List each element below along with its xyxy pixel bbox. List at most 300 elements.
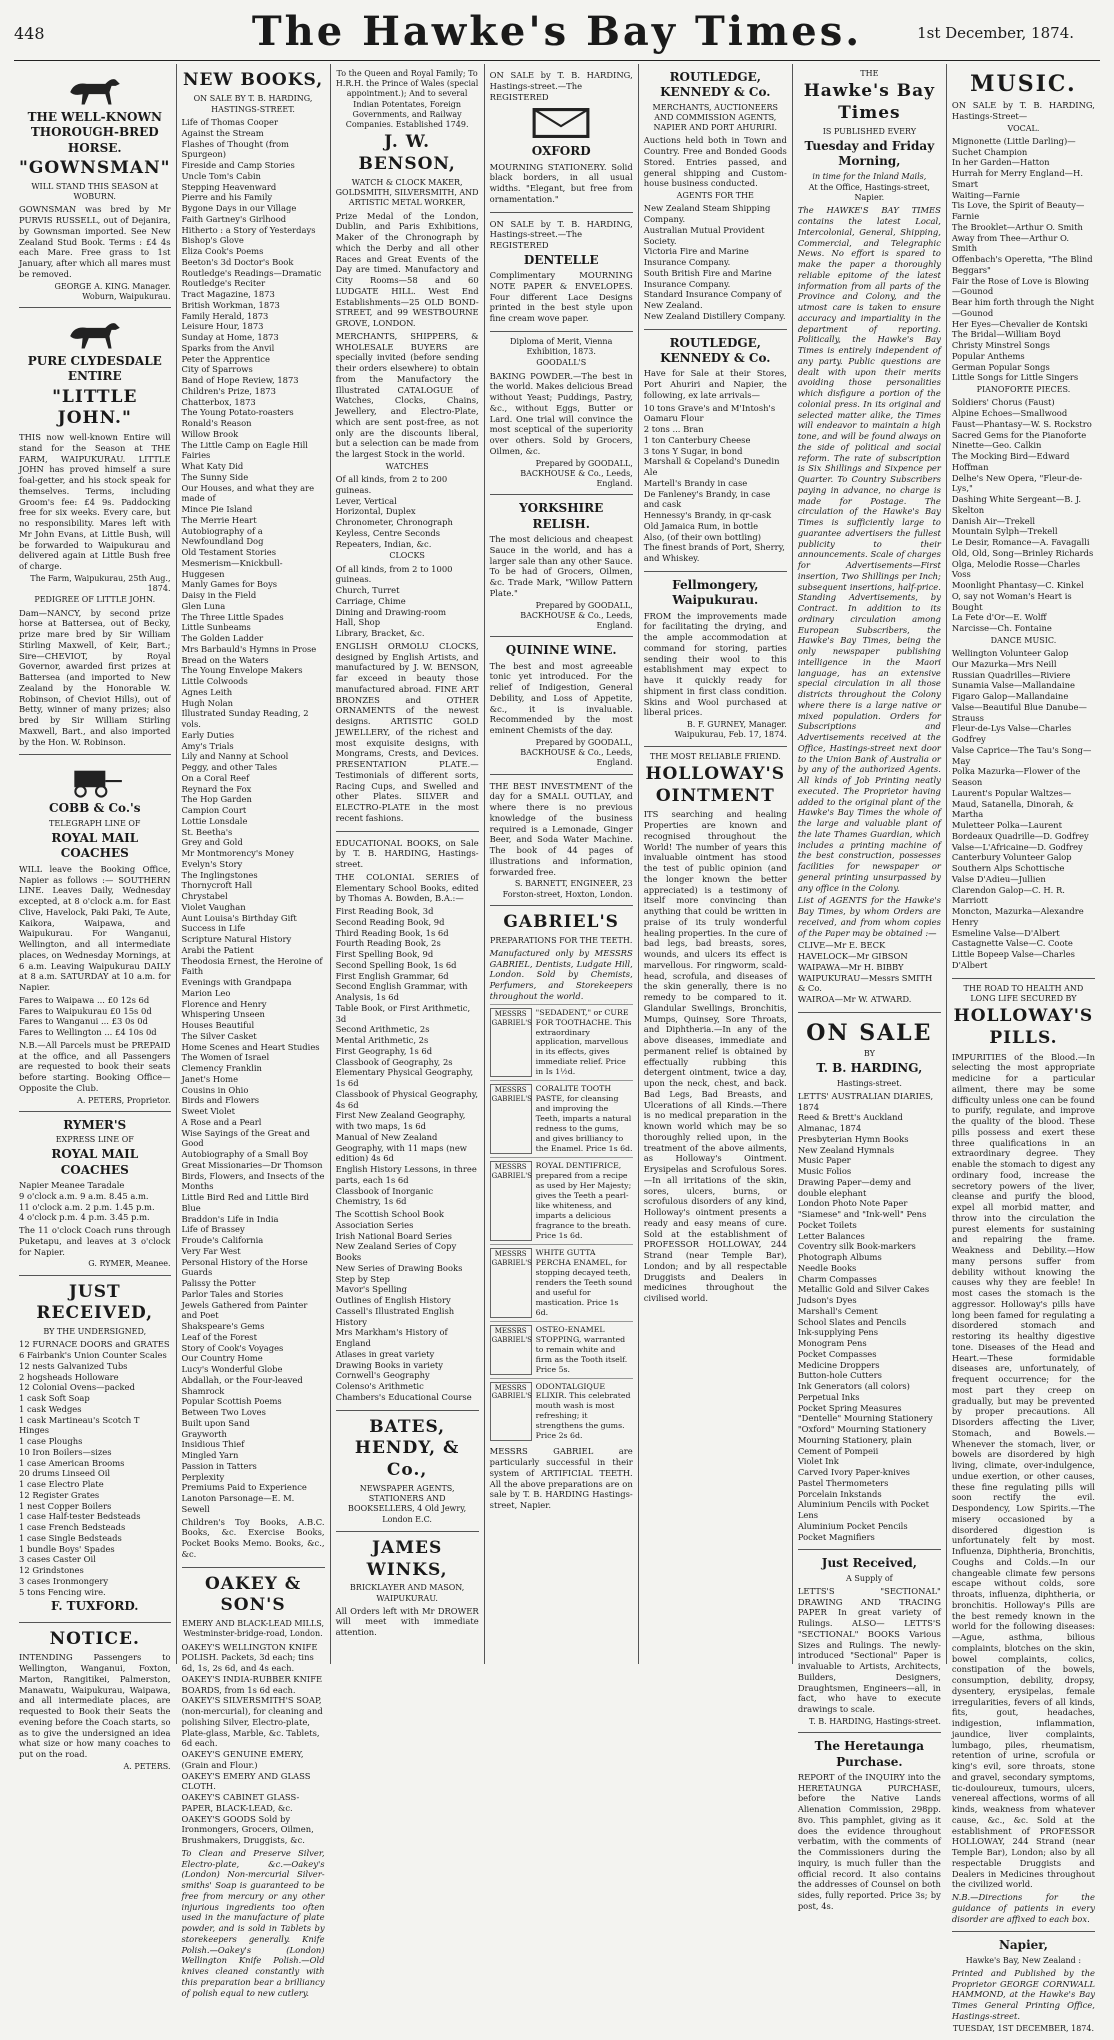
list-item: Classbook of Physical Geography, 4s 6d xyxy=(335,1088,479,1110)
list-item: Ink Generators (all colors) xyxy=(797,1381,910,1392)
list-item: Sparks from the Anvil xyxy=(181,342,275,353)
list-item: Button-hole Cutters xyxy=(797,1370,882,1381)
list-item: Insidious Thief xyxy=(181,1439,245,1450)
oxford-stationery-ad xyxy=(490,64,633,213)
cobb-note: N.B.—All Parcels must be PREPAID at the office, and all Passengers are requested to book their seats before starting. Booking Office—Opposite the Club. xyxy=(19,1039,171,1093)
list-item: Early Duties xyxy=(181,729,235,740)
list-item: The Scottish School Book Association Series xyxy=(335,1209,444,1230)
newspaper-title: The Hawke's Bay Times. xyxy=(251,8,863,55)
list-item: Leaf of the Forest xyxy=(181,1331,257,1342)
rymer-note: The 11 o'clock Coach runs through Puketapu, and leaves at 3 o'clock for Napier. xyxy=(19,1225,171,1257)
gownsman-ad xyxy=(19,64,171,308)
list-item: German Popular Songs xyxy=(951,361,1050,372)
list-item: Cassell's Illustrated English History xyxy=(335,1305,455,1327)
list-item: 3 cases Ironmongery xyxy=(19,1575,109,1586)
list-item: Jewels Gathered from Painter and Poet xyxy=(181,1299,308,1321)
oxford-body: MOURNING STATIONERY. Solid black borders, in all usual widths. "Elegant, but free from ornamentation." xyxy=(489,161,633,204)
imprint xyxy=(952,1932,1095,2040)
new-books-list xyxy=(182,117,325,1515)
list-item: Willow Brook xyxy=(181,428,239,439)
gabriel-product xyxy=(490,1244,633,1321)
list-item: Reed & Brett's Auckland Almanac, 1874 xyxy=(797,1112,903,1134)
list-item: Southern Alps Schottische xyxy=(951,863,1065,874)
list-item: Porcelain Inkstands xyxy=(797,1488,882,1499)
list-item: First Geography, 1s 6d xyxy=(335,1045,433,1056)
list-item: The Young Envelope Makers xyxy=(181,665,303,676)
benson-more: ENGLISH ORMOLU CLOCKS, designed by English Artists, and manufactured by J. W. BENSON, far exceed in beauty those manufactured abroad. FINE ART BRONZES and OTHER ORNAMENTS of the newest designs. ARTISTIC GOLD JEWELLERY, of the richest and most exquisite designs, with Mongrams, Crests, and Devices. PRESENTATION PLATE.—Testimonials of different sorts, Racing Cups, and Swelled and other Plates. SILVER and ELECTRO-PLATE in the most recent fashions. xyxy=(335,640,479,823)
list-item: Hall, Shop xyxy=(335,617,381,628)
list-item: Our Houses, and what they are made of xyxy=(181,482,315,504)
list-item: Marshall's Cement xyxy=(797,1305,878,1316)
list-item: 1 cask Soft Soap xyxy=(19,1393,90,1404)
list-item: The Mocking Bird—Edward Hoffman xyxy=(951,451,1070,472)
list-item: Laurent's Popular Waltzes—Maud, Satanella, Dinorah, & Martha xyxy=(951,787,1074,820)
list-item: 1 bundle Boys' Spades xyxy=(19,1543,115,1554)
rymer-signature: G. RYMER, Meanee. xyxy=(88,1259,171,1269)
list-item: 5 tons Fencing wire. xyxy=(19,1586,106,1597)
list-item: Cousins in Ohio xyxy=(181,1084,249,1095)
quinine-body: The best and most agreeable tonic yet introduced. For the relief of Indigestion, General Debility, and Loss of Appetite, &c., it is invaluable. Recommended by the most eminent Chemists of the day. xyxy=(489,660,633,736)
gabriel-ad xyxy=(490,906,633,1518)
routledge-sub: MERCHANTS, AUCTIONEERS AND COMMISSION AGENTS, NAPIER AND PORT AHURIRI. xyxy=(652,102,778,133)
gownsman-name: "GOWNSMAN" xyxy=(19,158,171,179)
list-item: Pocket Magnifiers xyxy=(797,1531,875,1542)
yorkshire-heading: YORKSHIRE RELISH. xyxy=(519,501,604,531)
list-item: Against the Stream xyxy=(181,127,264,138)
list-item: Music Paper xyxy=(797,1155,851,1166)
music-ad xyxy=(952,64,1095,979)
list-item: Coventry silk Book-markers xyxy=(797,1241,916,1252)
list-item: Fireside and Camp Stories xyxy=(181,160,295,171)
benson-body: Prize Medal of the London, Dublin, and Paris Exhibitions, Maker of the Chronograph by which the Derby and all other Races and Great Events of the Day are timed. Manufactory and City Rooms—58 and 60 LUDGATE HILL. West End Establishments—25 OLD BOND-STREET, and 99 WESTBOURNE GROVE, LONDON. xyxy=(335,210,479,329)
cobb-fares xyxy=(19,995,171,1038)
list-item: The Merrie Heart xyxy=(181,514,257,525)
list-item: 1 case Electro Plate xyxy=(19,1479,104,1490)
fellmongery-heading: Fellmongery, Waipukurau. xyxy=(672,577,759,608)
column-7 xyxy=(947,64,1100,2033)
list-item: Moonlight Phantasy—C. Kinkel xyxy=(951,580,1084,591)
fellmongery-body: FROM the improvements made for facilitating the drying, and the ample accommodation at command for storing, parties sending their wool to this establishment may expect to have it quickly ready for shipment in first class condition. Skins and Wool purchased at liberal prices. xyxy=(643,610,787,718)
list-item: Church, Turret xyxy=(335,585,400,596)
james-winks-ad xyxy=(336,1532,479,1645)
list-item: The Women of Israel xyxy=(181,1052,270,1063)
list-item: New Zealand Hymnals xyxy=(797,1144,895,1155)
list-item: Manual of New Zealand Geography, with 11 maps (new edition) 4s 6d xyxy=(335,1131,467,1164)
list-item: Her Eyes—Chevalier de Kontski xyxy=(951,318,1088,329)
list-item: Tis Love, the Spirit of Beauty—Farnie xyxy=(951,200,1085,222)
list-item: Wellington Volunteer Galop xyxy=(951,648,1069,659)
list-item: Classbook of Inorganic Chemistry, 1s 6d xyxy=(335,1185,434,1207)
cobb-body: WILL leave the Booking Office, Napier as follows :— SOUTHERN LINE. Leaves Daily, Wednesday excepted, at 8 o'clock a.m. for East Clive, Havelock, Paki Paki, Te Aute, Kaikora, Waipawa, and Waipukurau. For Wanganui, Wellington, and all intermediate places, on Wednesday Mornings, at 6 a.m. Leaving Waipukurau DAILY at 8 a.m. SATURDAY at 10 a.m. for Napier. xyxy=(19,863,171,992)
list-item: Popular Scottish Poems xyxy=(181,1396,282,1407)
clocks-heading: CLOCKS xyxy=(389,551,425,561)
winks-sub: BRICKLAYER AND MASON, WAIPUKURAU. xyxy=(349,1583,465,1603)
list-item: Autobiography of a Newfoundland Dog xyxy=(181,525,264,547)
hbt-title: Hawke's Bay Times xyxy=(803,81,935,123)
list-item: Le Desir, Romance—A. Favagalli xyxy=(951,537,1090,548)
list-item: Arabi the Patient xyxy=(181,944,254,955)
list-item: Story of Cook's Voyages xyxy=(181,1342,284,1353)
dentelle-stationery-ad xyxy=(490,213,633,332)
oxford-head: ON SALE by T. B. HARDING, Hastings-street.—The REGISTERED xyxy=(489,70,633,102)
list-item: Hennessy's Brandy, in qr-cask xyxy=(643,510,772,521)
list-item: Houses Beautiful xyxy=(181,1020,255,1031)
baking-body: BAKING POWDER.—The best in the world. Makes delicious Bread without Yeast; Puddings, Pastry, &c., without Eggs, Butter or Lard. One trial will convince the most sceptical of the superiority over others. Sold by Grocers, Oilmen, &c. xyxy=(489,370,633,456)
list-item: Irish National Board Series xyxy=(335,1230,452,1241)
diploma-line: Diploma of Merit, Vienna Exhibition, 1873. xyxy=(510,336,613,357)
list-item: First Spelling Book, 9d xyxy=(335,949,434,960)
list-item: School Slates and Pencils xyxy=(797,1316,907,1327)
list-item: Passion in Tatters xyxy=(181,1460,257,1471)
list-item: Valse—Beautiful Blue Danube—Strauss xyxy=(951,701,1087,723)
list-item: Fleur-de-Lys Valse—Charles Godfrey xyxy=(951,723,1072,745)
list-item: Australian Mutual Provident Society. xyxy=(643,224,765,246)
list-item: Victoria Fire and Marine Insurance Company. xyxy=(643,246,749,268)
list-item: Ronald's Reason xyxy=(181,418,252,429)
imprint-date: TUESDAY, 1ST DECEMBER, 1874. xyxy=(952,2023,1095,2033)
list-item: Russian Quadrilles—Riviere xyxy=(951,669,1071,680)
gabriel-product xyxy=(490,1004,633,1081)
gabriel-intro: Manufactured only by MESSRS GABRIEL, Dentists, Ludgate Hill, London. Sold by Chemists, Perfumers, and Storekeepers throughout the world. xyxy=(489,947,633,1001)
list-item: 1 ton Canterbury Cheese xyxy=(643,434,751,445)
list-item: Home Scenes and Heart Studies xyxy=(181,1041,320,1052)
list-item: Sunday at Home, 1873 xyxy=(181,332,279,343)
list-item: Leisure Hour, 1873 xyxy=(181,321,264,332)
list-item: Marion Leo xyxy=(181,987,231,998)
gabriel-text: ODONTALGIQUE ELIXIR. This celebrated mouth wash is most refreshing; it strengthens the gums. Price 2s 6d. xyxy=(535,1381,631,1441)
list-item: Christy Minstrel Songs xyxy=(951,340,1050,351)
list-item: On a Coral Reef xyxy=(181,772,250,783)
list-item: New Series of Drawing Books xyxy=(335,1262,463,1273)
list-item: Elementary Physical Geography, 1s 6d xyxy=(335,1067,474,1089)
list-item: Moncton, Mazurka—Alexandre Henry xyxy=(951,906,1084,927)
oxford-name: OXFORD xyxy=(531,144,591,159)
list-item: Lucy's Wonderful Globe xyxy=(181,1364,283,1375)
timetable-row: 11 o'clock a.m. 2 p.m. 1.45 p.m. xyxy=(19,1201,155,1212)
gabriel-label: MESSRS GABRIEL'S xyxy=(490,1161,532,1241)
list-item: Glen Luna xyxy=(181,600,226,611)
dance-heading: DANCE MUSIC. xyxy=(990,635,1057,645)
list-item: Very Far West xyxy=(181,1245,241,1256)
list-item: Mavor's Spelling xyxy=(335,1284,408,1295)
just-received-heading: JUST RECEIVED, xyxy=(36,1281,154,1324)
list-item: Olga, Melodie Rosse—Charles Voss xyxy=(951,558,1081,580)
list-item: Old Testament Stories xyxy=(181,547,277,558)
new-books-ad xyxy=(182,64,325,1568)
list-item: 20 drums Linseed Oil xyxy=(19,1468,111,1479)
list-item: The Golden Ladder xyxy=(181,633,264,644)
heretaunga-body: REPORT of the INQUIRY into the HERETAUNGA PURCHASE, before the Native Lands Alienation Commission, 298pp. 8vo. This pamphlet, giving as it does the evidence throughout verbatim, with the comments of the Commissioners during the inquiry, is much fuller than the official record. It also contains the addresses of Counsel on both sides, fully reported. Price 3s; by post, 4s. xyxy=(797,1771,941,1911)
list-item: In her Garden—Hatton xyxy=(951,157,1050,168)
list-item: Our Country Home xyxy=(181,1353,263,1364)
clocks-list xyxy=(336,564,479,639)
list-item: First New Zealand Geography, with two maps, 1s 6d xyxy=(335,1110,466,1132)
list-item: Between Two Loves xyxy=(181,1407,266,1418)
column-4 xyxy=(485,64,639,1664)
list-item: Third Reading Book, 1s 6d xyxy=(335,927,449,938)
benson-ad xyxy=(336,64,479,832)
list-item: Muletteer Polka—Laurent xyxy=(951,820,1062,831)
list-item: The Hop Garden xyxy=(181,794,252,805)
list-item: Whispering Unseen xyxy=(181,1009,265,1020)
educational-heading: EDUCATIONAL BOOKS, on Sale by T. B. HARDING, Hastings-street. xyxy=(335,837,479,870)
list-item: HAVELOCK—Mr GIBSON xyxy=(797,951,908,962)
list-item: Shakspeare's Gems xyxy=(181,1321,265,1332)
piano-heading: PIANOFORTE PIECES. xyxy=(976,385,1071,395)
list-item: Pastel Thermometers xyxy=(797,1477,889,1488)
list-item: The Little Camp on Eagle Hill xyxy=(181,439,308,450)
list-item: Peggy, and other Tales xyxy=(181,762,278,773)
quinine-wine-ad xyxy=(490,637,633,774)
routledge-goods-ad xyxy=(644,330,787,572)
list-item: 1 cask Martineau's Scotch T Hinges xyxy=(19,1414,140,1436)
list-item: Braddon's Life in India xyxy=(181,1213,279,1224)
vocal-list xyxy=(952,136,1095,383)
list-item: Hurrah for Merry England—H. Smart xyxy=(951,168,1084,189)
routledge-agents-ad xyxy=(644,64,787,330)
routledge-agents-list xyxy=(644,203,787,321)
list-item: Scripture Natural History xyxy=(181,934,292,945)
list-item: Little Colwoods xyxy=(181,676,248,687)
hbt-body: The HAWKE'S BAY TIMES contains the latest Local, Intercolonial, General, Shipping, Commercial, and Telegraphic News. No effort is spared to make the paper a thoroughly reliable epitome of the latest information from all parts of the Province and Colony, and the utmost care is taken to ensure accuracy and impartiality in the department of reporting. Politically, the Hawke's Bay Times is entirely independent of any party. Public questions are dealt with upon their merits avoiding those personalities which disfigure a portion of the colonial press. In its original and selected matter alike, the Times will endeavor to maintain a high tone, and will be found always on the side of political and social reform. The rate of subscription is Six Shillings and Sixpence per Quarter. To Country Subscribers paying in advance, no charge is made for Postage. The circulation of the Hawke's Bay Times is sufficiently large to guarantee advertisers the fullest publicity to their announcements. Scale of charges for Advertisements—First insertion, Two Shillings per Inch; subsequent insertions, half-price. Standing Advertisements, by Contract. In addition to its ordinary circulation among European Subscribers, the Hawke's Bay Times, being the only newspaper publishing intelligence in the Maori language, has an extensive special circulation in all those districts throughout the Colony where there is a large native or mixed population. Orders for Subscriptions and Advertisements received at the Office, Hastings-street next door to the Union Bank of Australia or by any of the authorized Agents. All kinds of Job Printing neatly executed. The Proprietor having added to the original plant of the Hawke's Bay Times the whole of the large and valuable plant of the late Thames Guardian, which includes a printing machine of the best construction, possesses facilities for newspaper or general printing unsurpassed by any office in the Colony. xyxy=(797,205,941,893)
list-item: Away from Thee—Arthur O. Smith xyxy=(951,232,1070,254)
list-item: Stepping Heavenward xyxy=(181,181,277,192)
gabriel-heading: GABRIEL'S xyxy=(503,911,619,932)
list-item: Thornycroft Hall xyxy=(181,880,253,891)
piano-list xyxy=(952,397,1095,634)
yorkshire-relish-ad xyxy=(490,495,633,637)
list-item: Our Mazurka—Mrs Neill xyxy=(951,658,1057,669)
list-item: Bear him forth through the Night—Gounod xyxy=(951,297,1095,318)
list-item: Cornwell's Geography xyxy=(335,1370,430,1381)
list-item: 1 case Ploughs xyxy=(19,1436,83,1447)
dance-list xyxy=(952,648,1095,971)
list-item: Offenbach's Operetta, "The Blind Beggars" xyxy=(951,254,1093,275)
list-item: Daisy in the Field xyxy=(181,590,257,601)
list-item: Of all kinds, from 2 to 1000 guineas. xyxy=(335,563,453,585)
list-item: Outlines of English History xyxy=(335,1295,451,1306)
letts-sub: A Supply of xyxy=(846,1573,893,1583)
list-item: La Fete d'Or—E. Wolff xyxy=(951,612,1047,623)
list-item: Popular Anthems xyxy=(951,350,1025,361)
list-item: South British Fire and Marine Insurance Company. xyxy=(643,267,772,289)
new-books-sub: ON SALE BY T. B. HARDING, xyxy=(193,93,313,103)
rymer-coaches-ad xyxy=(19,1112,171,1276)
list-item: Lottie Lonsdale xyxy=(181,815,248,826)
list-item: Old, Old, Song—Brinley Richards xyxy=(951,547,1094,558)
list-item: Perpetual Inks xyxy=(797,1391,860,1402)
page-number: 448 xyxy=(14,24,45,43)
list-item: Second Arithmetic, 2s xyxy=(335,1024,430,1035)
list-item: Medicine Droppers xyxy=(797,1359,880,1370)
list-item: Florence and Henry xyxy=(181,998,267,1009)
list-item: 2 tons ... Bran xyxy=(643,424,704,435)
list-item: Success in Life xyxy=(181,923,246,934)
list-item: Bread on the Waters xyxy=(181,654,269,665)
masthead xyxy=(0,0,1114,72)
list-item: Charm Compasses xyxy=(797,1273,877,1284)
list-item: Carriage, Chime xyxy=(335,595,406,606)
tuxford-signature: F. TUXFORD. xyxy=(51,1599,139,1614)
list-item: Pocket Toilets xyxy=(797,1219,857,1230)
little-john-signature: The Farm, Waipukurau, 25th Aug., 1874. xyxy=(30,573,171,594)
list-item: The Silver Casket xyxy=(181,1030,257,1041)
list-item: 1 case American Brooms xyxy=(19,1457,125,1468)
winks-heading: JAMES WINKS, xyxy=(366,1537,448,1580)
list-item: Fairies xyxy=(181,450,211,461)
oakey-products xyxy=(182,1642,325,1846)
bates-sub: NEWSPAPER AGENTS, STATIONERS AND BOOKSELLERS, 4 Old Jewry, London E.C. xyxy=(347,1483,467,1524)
timetable-row: 4 o'clock p.m. 4 p.m. 3.45 p.m. xyxy=(19,1212,150,1223)
list-item: Figaro Galop—Mallandaine xyxy=(951,691,1069,702)
list-item: Beeton's 3d Doctor's Book xyxy=(181,256,294,267)
list-item: Evenings with Grandpapa xyxy=(181,977,292,988)
list-item: Valse—L'Africaine—D. Godfrey xyxy=(951,841,1083,852)
hbt-the: THE xyxy=(860,69,879,78)
list-item: New Zealand Series of Copy Books xyxy=(335,1241,457,1263)
gabriel-text: ROYAL DENTIFRICE, prepared from a recipe as used by Her Majesty; gives the Teeth a pearl-like whiteness, and imparts a delicious fragrance to the breath. Price 1s 6d. xyxy=(535,1161,632,1240)
list-item: Little Songs for Little Singers xyxy=(951,372,1079,383)
list-item: O, say not Woman's Heart is Bought xyxy=(951,590,1072,612)
envelope-illustration-icon xyxy=(530,105,592,141)
list-item: Family Herald, 1873 xyxy=(181,310,269,321)
list-item: 3 cases Caster Oil xyxy=(19,1554,96,1565)
list-item: Palissy the Potter xyxy=(181,1278,256,1289)
list-item: Hitherto : a Story of Yesterdays xyxy=(181,224,316,235)
list-item: "Dentelle" Mourning Stationery xyxy=(797,1413,933,1424)
list-item: Violet Ink xyxy=(797,1456,839,1467)
list-item: A Rose and a Pearl xyxy=(181,1116,262,1127)
hbt-agents-list xyxy=(798,940,941,1005)
list-item: London Photo Note Paper xyxy=(797,1198,908,1209)
heretaunga-heading: The Heretaunga Purchase. xyxy=(814,1739,925,1769)
list-item: Mountain Sylph—Trekell xyxy=(951,526,1058,537)
gabriel-label: MESSRS GABRIEL'S xyxy=(490,1248,532,1318)
oakey-body: To Clean and Preserve Silver, Electro-plate, &c.—Oakey's (London) Non-mercurial Silver-smiths' Soap is guaranteed to be free from mercury or any other injurious ingredients too often used in the manufacture of plate powder, and is sold in Tablets by storekeepers generally. Knife Polish.—Oakey's (London) Wellington Knife Polish.—Old knives cleaned constantly with this preparation bear a brilliancy of polish equal to new cutlery. xyxy=(181,1847,325,1998)
list-item: Faith Gartney's Girlhood xyxy=(181,213,287,224)
routledge-goods-heading: ROUTLEDGE, KENNEDY & Co. xyxy=(660,335,771,366)
holloway-ointment-body: ITS searching and healing Properties are known and recognised throughout the World! The number of years this invaluable ointment has stood the test of public opinion (and the longer known the better appreciated) is a testimony of itself more convincing than anything that could be written in praise of its truly wonderful healing properties. In the cure of bad legs, bad breasts, sores, wounds, and ulcers its effect is marvellous. For ringworm, scald-head, scrofula, and diseases of the skin generally, there is no remedy to be compared to it. Glandular Swellings, Bronchitis, Mumps, Quinsey, Sore Throats, and Diphtheria.—In any of the above diseases, immediate and permanent relief is obtained by effectually rubbing this detergent ointment, twice a day, upon the neck, chest, and back. Bad Legs, Bad Breasts, and Ulcerations of all Kinds.—There is no medical preparation in the known world which may be so thoroughly relied upon, in the treatment of the above ailments, as Holloway's Ointment. Erysipelas and Scrofulous Sores.—In all irritations of the skin, sores, ulcers, burns, or scrofulous disorders of any kind, Holloway's ointment presents a ready and easy means of cure. Sold at the establishment of PROFESSOR HOLLOWAY, 244 Strand (near Temple Bar), London; and by all respectable Druggists and Dealers in medicines throughout the civilised world. xyxy=(643,809,787,1304)
list-item: Ninette—Geo. Calkin xyxy=(951,440,1042,451)
coach-illustration-icon xyxy=(64,762,126,798)
gabriel-product xyxy=(490,1378,633,1445)
list-item: Amy's Trials xyxy=(181,740,234,751)
gabriel-text: WHITE GUTTA PERCHA ENAMEL, for stopping decayed teeth, renders the Teeth sound and useful for mastication. Price 1s 6d. xyxy=(535,1247,633,1317)
new-books-footer: Children's Toy Books, A.B.C. Books, &c. Exercise Books, Pocket Books Memo. Books, &c., &c. xyxy=(181,1516,325,1559)
list-item: Soldiers' Chorus (Faust) xyxy=(951,397,1055,408)
routledge-body: Auctions held both in Town and Country. Free and Bonded Goods Stored. Entries passed, and general shipping and Custom-house business conducted. xyxy=(643,135,787,189)
list-item: Valse Caprice—The Tau's Song—May xyxy=(951,744,1092,766)
cobb-heading: COBB & Co.'s xyxy=(49,801,141,816)
list-item: Table Book, or First Arithmetic, 3d xyxy=(335,1002,471,1024)
list-item: Perplexity xyxy=(181,1471,225,1482)
hbt-days: Tuesday and Friday Morning, xyxy=(804,138,935,169)
list-item: Lever, Vertical xyxy=(335,495,397,506)
fare-line: Fares to Waipawa ... £0 12s 6d xyxy=(19,994,150,1005)
benson-merchants: MERCHANTS, SHIPPERS, & WHOLESALE BUYERS are specially invited (before sending their orders elsewhere) to obtain from the Manufactory the Illustrated CATALOGUE of Watches, Clocks, Chains, Jewellery, and Electro-Plate, which are sent post-free, as not only are the discounts liberal, but a selection can be made from the largest Stock in the world. xyxy=(335,330,479,460)
dentelle-body: Complimentary MOURNING NOTE PAPER & ENVELOPES. Four different Lace Designs printed in the best style upon fine cream wove paper. xyxy=(489,270,633,324)
list-item: British Workman, 1873 xyxy=(181,299,280,310)
list-item: Tract Magazine, 1873 xyxy=(181,289,275,300)
list-item: Fourth Reading Book, 2s xyxy=(335,938,441,949)
list-item: Step by Step xyxy=(335,1273,390,1284)
list-item: Ink-supplying Pens xyxy=(797,1327,879,1338)
list-item: Parlor Tales and Stories xyxy=(181,1288,284,1299)
list-item: Sunamia Valse—Mallandaine xyxy=(951,680,1075,691)
barnett-ad xyxy=(490,775,633,906)
list-item: Wise Sayings of the Great and Good xyxy=(181,1127,311,1149)
pills-note: N.B.—Directions for the guidance of patients in every disorder are affixed to each box. xyxy=(951,1892,1095,1924)
gabriel-text: OSTEO-ENAMEL STOPPING, warranted to remain white and firm as the Tooth itself. Price 5s. xyxy=(535,1324,628,1374)
new-books-address: HASTINGS-STREET. xyxy=(211,104,295,114)
imprint-paper: Hawke's Bay, New Zealand : xyxy=(965,1955,1082,1965)
hbt-office: At the Office, Hastings-street, Napier. xyxy=(808,182,930,203)
quinine-signature: Prepared by GOODALL, BACKHOUSE & Co., Leeds, England. xyxy=(520,737,633,768)
list-item: Mourning Stationery, plain xyxy=(797,1434,912,1445)
gabriel-label: MESSRS GABRIEL'S xyxy=(490,1084,532,1154)
fellmongery-ad xyxy=(644,572,787,747)
list-item: Reynard the Fox xyxy=(181,783,252,794)
list-item: St. Beetha's xyxy=(181,826,233,837)
list-item: 1 nest Copper Boilers xyxy=(19,1500,112,1511)
list-item: Pocket Compasses xyxy=(797,1348,877,1359)
little-john-name: "LITTLE JOHN." xyxy=(52,386,138,429)
list-item: Drawing Books in variety xyxy=(335,1359,444,1370)
list-item: First Reading Book, 3d xyxy=(335,906,434,917)
list-item: OAKEY'S GOODS Sold by Ironmongers, Grocers, Oilmen, Brushmakers, Druggists, &c. xyxy=(181,1813,314,1846)
letts-body: LETTS'S "SECTIONAL" DRAWING AND TRACING PAPER In great variety of Rulings. ALSO— LETTS'S "SECTIONAL" BOOKS Various Sizes and Rulings. The newly-introduced "Sectional" Paper is invaluable to Artists, Architects, Builders, Designers, Draughtsmen, Engineers—all, in fact, who have to execute drawings to scale. xyxy=(797,1585,941,1715)
list-item: Violet Vaughan xyxy=(181,901,246,912)
hbt-note: in time for the Inland Mails, xyxy=(812,171,927,181)
list-item: Pierre and his Family xyxy=(181,192,273,203)
list-item: The Young Potato-roasters xyxy=(181,407,294,418)
column-5 xyxy=(639,64,793,1664)
list-item: Castagnette Valse—C. Coote xyxy=(951,938,1073,949)
benson-appointments: To the Queen and Royal Family; To H.R.H. the Prince of Wales (special appointment.); And to several Indian Potentates, Foreign Governments, and Railway Companies. Established 1749. xyxy=(335,69,479,130)
horse-illustration-icon xyxy=(64,315,126,351)
baking-signature: Prepared by GOODALL, BACKHOUSE & Co., Leeds, England. xyxy=(520,458,633,489)
bates-hendy-ad xyxy=(336,1411,479,1532)
bates-heading: BATES, HENDY, & Co., xyxy=(354,1416,460,1481)
list-item: Chrystabel xyxy=(181,891,228,902)
list-item: Bishop's Glove xyxy=(181,235,244,246)
fellmongery-signature: B. F. GURNEY, Manager. Waipukurau, Feb. 17, 1874. xyxy=(674,720,787,740)
educational-list xyxy=(336,906,479,1207)
list-item: Lily and Nanny at School xyxy=(181,751,289,762)
list-item: Carved Ivory Paper-knives xyxy=(797,1467,910,1478)
list-item: Marshall & Copeland's Dunedin Ale xyxy=(643,456,780,478)
oakey-heading: OAKEY & SON'S xyxy=(204,1573,302,1616)
list-item: 1 case Half-tester Bedsteads xyxy=(19,1511,141,1522)
letts-received-ad xyxy=(798,1550,941,1733)
list-item: Waiting—Farnie xyxy=(951,189,1020,200)
on-sale-address: Hastings-street. xyxy=(836,1078,902,1088)
quinine-heading: QUININE WINE. xyxy=(505,643,617,658)
list-item: Dashing White Sergeant—B. J. Skelton xyxy=(951,494,1082,515)
column-1 xyxy=(14,64,177,1771)
holloway-ointment-ad xyxy=(644,747,787,1311)
list-item: Presbyterian Hymn Books xyxy=(797,1133,909,1144)
list-item: De Fanleney's Brandy, in case and cask xyxy=(643,488,771,510)
list-item: "Oxford" Mourning Stationery xyxy=(797,1424,927,1435)
list-item: Eliza Cook's Poems xyxy=(181,246,264,257)
list-item: Great Missionaries—Dr Thomson xyxy=(181,1159,323,1170)
list-item: Autobiography of a Small Boy xyxy=(181,1149,309,1160)
list-item: Peter the Apprentice xyxy=(181,353,270,364)
list-item: 2 hogsheads Holloware xyxy=(19,1371,119,1382)
list-item: Clemency Franklin xyxy=(181,1063,262,1074)
list-item: Pocket Spring Measures xyxy=(797,1402,902,1413)
